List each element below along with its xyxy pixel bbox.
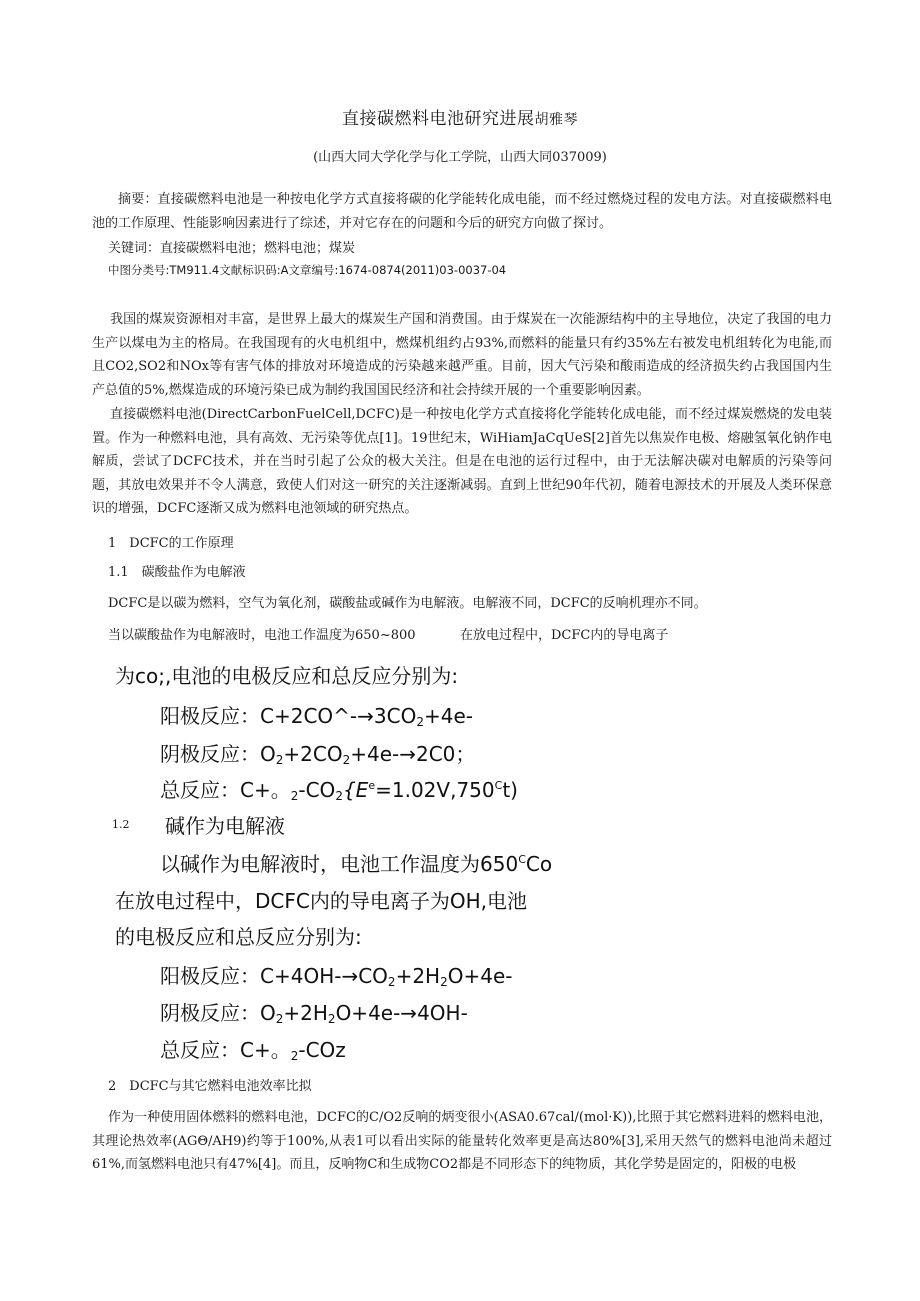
alkaline-reaction-intro: 的电极反应和总反应分别为: [115,925,362,949]
section-2-heading: 2 DCFC与其它燃料电池效率比拟 [108,1079,312,1094]
alkaline-anode-reaction: 阳极反应：$C+4OH-\to CO_2+2H_2O+4e-$ [160,964,513,989]
intro-paragraph-1: 我国的煤炭资源相对丰富，是世界上最大的煤炭生产国和消费国。由于煤炭在一次能源结构中的主导地位，决定了我国的电力生产以煤电为主的格局。在我国现有的火电机组中，燃煤机组约占93%,而燃料的能量只有约35%左右被发电机组转化为电能,而且CO2,SO2和NOx等有害气体的排放对环境造成的污染越来越严重。目前，因大气污染和酸雨造成的经济损失约占我国国内生产总值的5%,燃煤造成的环境污染已成为制约我国国民经济和社会持续开展的一个重要影响因素。 [92,312,832,398]
carbonate-reaction-intro: 为co;,电池的电极反应和总反应分别为: [115,664,459,688]
affiliation: (山西大同大学化学与化工学院，山西大同037009) [313,150,607,165]
title-text: 直接碳燃料电池研究进展 [342,109,535,129]
anode-label: 阳极反应： [160,704,260,728]
alkaline-ion-line: 在放电过程中，DCFC内的导电离子为OH,电池 [115,889,527,913]
section-1-2-heading: 碱作为电解液 [165,814,285,838]
alkaline-total-reaction: 总反应：C+。$_2$-COz [160,1038,346,1063]
carbonate-ion-line: 在放电过程中，DCFC内的导电离子 [460,628,669,643]
section-1-heading: 1 DCFC的工作原理 [108,536,234,551]
cathode-label: 阴极反应： [160,742,260,766]
keywords: 关键词：直接碳燃料电池；燃料电池；煤炭 [108,241,356,256]
section-1-2-number: 1.2 [112,818,130,831]
author-name: 胡雅琴 [534,112,578,128]
carbonate-cathode-reaction: 阴极反应：$O_2+2CO_2+4e-\to 2C0$； [160,742,476,767]
abstract: 摘要：直接碳燃料电池是一种按电化学方式直接将碳的化学能转化成电能，而不经过燃烧过程的发电方法。对直接碳燃料电池的工作原理、性能影响因素进行了综述，并对它存在的问题和今后的研究方向做了探讨。 [92,192,832,231]
paper-title [0,104,920,129]
classification: 中图分类号:TM911.4文献标识码:A文章编号:1674-0874(2011)03-0037-04 [108,263,507,277]
carbonate-temp-line: 当以碳酸盐作为电解液时，电池工作温度为650~800 [108,628,416,643]
section-1-1-heading: 1.1 碳酸盐作为电解液 [108,565,246,580]
alkaline-temp-line: 以碱作为电解液时，电池工作温度为$650^CCo$ [160,852,553,876]
carbonate-anode-reaction: 阳极反应：$C+2CO\^{}-\to 3CO_2+4e-$ [160,704,473,729]
section-2-paragraph: 作为一种使用固体燃料的燃料电池，DCFC的C/O2反响的炳变很小(ASA0.67cal/(mol·K)),比照于其它燃料进料的燃料电池，其理论热效率(AGΘ/AH9)约等于100%,从表1可以看出实际的能量转化效率更是高达80%[3],采用天然气的燃料电池尚未超过61%,而氢燃料电池只有47%[4]。而且，反响物C和生成物CO2都是不同形态下的纯物质，其化学势是固定的，阳极的电极 [92,1110,832,1172]
alkaline-cathode-reaction: 阴极反应：$O_2+2H_2O+4e-\to 4OH-$ [160,1001,468,1026]
total-label: 总反应： [160,778,240,802]
intro-paragraph-2: 直接碳燃料电池(DirectCarbonFuelCell,DCFC)是一种按电化学方式直接将化学能转化成电能，而不经过煤炭燃烧的发电装置。作为一种燃料电池，具有高效、无污染等优点[1]。19世纪末，WiHiamJaCqUeS[2]首先以焦炭作电极、熔融氢氧化钠作电解质，尝试了DCFC技术，并在当时引起了公众的极大关注。但是在电池的运行过程中，由于无法解决碳对电解质的污染等问题，其放电效果并不令人满意，致使人们对这一研究的关注逐渐减弱。直到上世纪90年代初，随着电源技术的开展及人类环保意识的增强，DCFC逐渐又成为燃料电池领域的研究热点。 [92,407,832,516]
carbonate-intro-line: DCFC是以碳为燃料，空气为氧化剂，碳酸盐或碱作为电解液。电解液不同，DCFC的反响机理亦不同。 [108,596,707,611]
carbonate-total-reaction: 总反应：C+。$_2-CO_2\{E^e=1.02V,750^Ct)$ [160,778,518,803]
